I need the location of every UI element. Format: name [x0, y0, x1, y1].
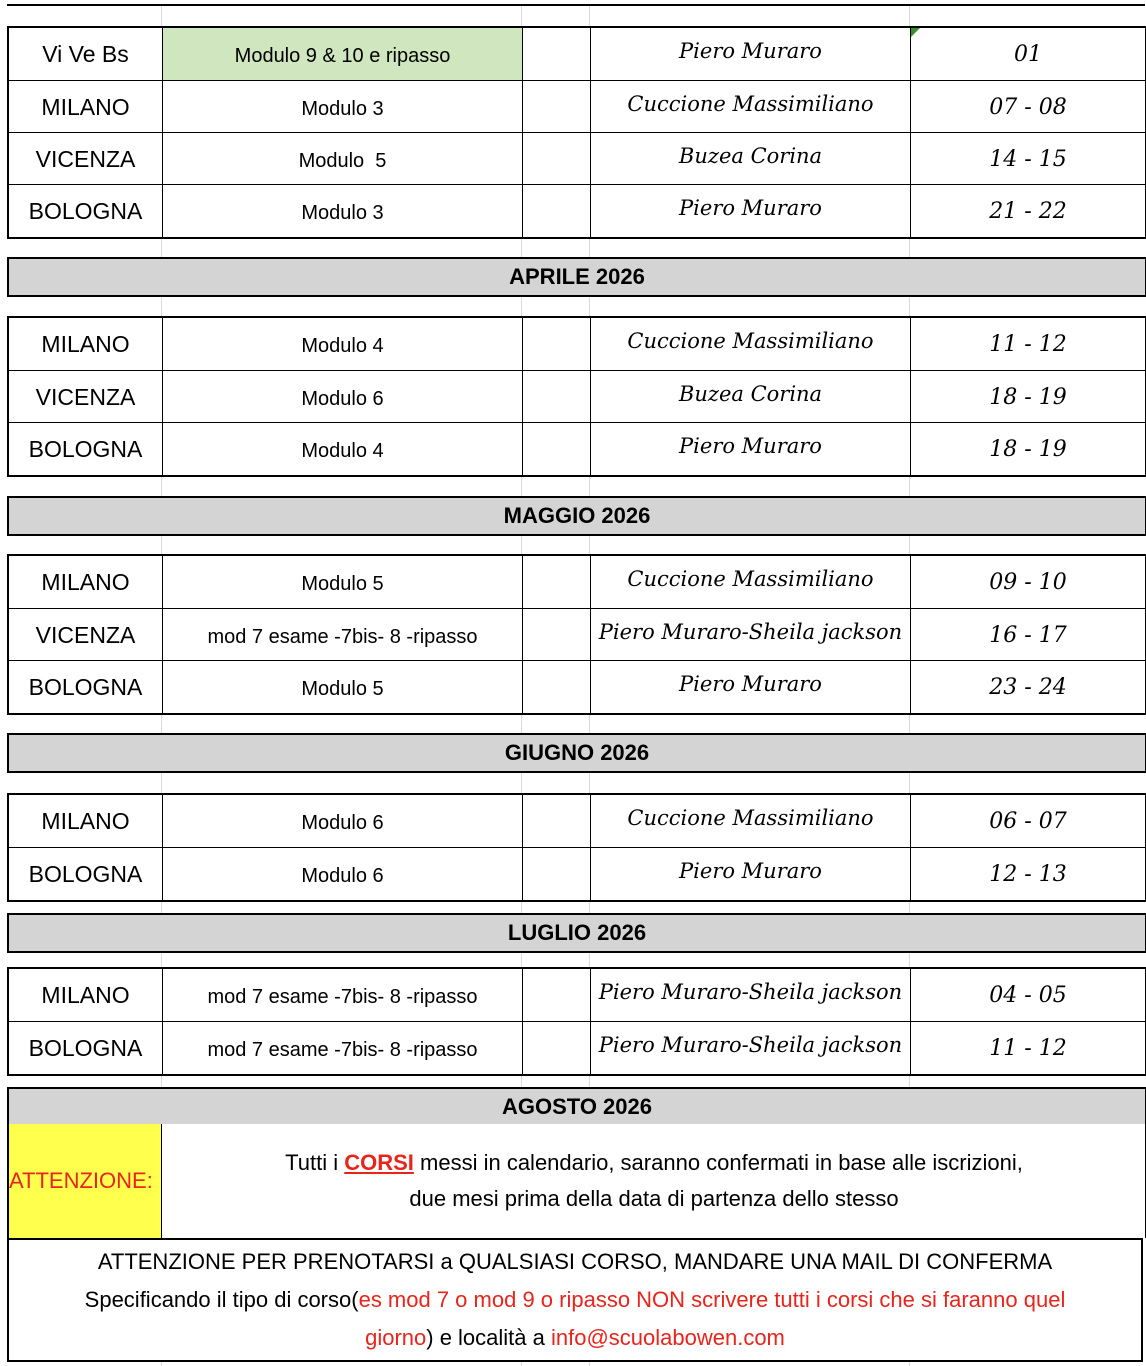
date-cell: 04 - 05: [989, 982, 1067, 1008]
month-header-august: AGOSTO 2026: [7, 1087, 1146, 1127]
course-row: [9, 132, 1145, 185]
city-cell: MILANO: [9, 969, 163, 1021]
date-cell: 07 - 08: [989, 94, 1067, 120]
module-cell: Modulo 5: [163, 556, 523, 608]
city-cell: MILANO: [9, 318, 163, 370]
city-cell: MILANO: [9, 81, 163, 133]
booking-line-2: [85, 1281, 1066, 1319]
booking-instructions: [7, 1238, 1143, 1362]
schedule-block-may: [7, 554, 1146, 715]
teacher-cell: Cuccione Massimiliano: [591, 81, 911, 133]
city-cell: BOLOGNA: [9, 185, 163, 237]
month-header-april: APRILE 2026: [7, 257, 1146, 297]
teacher-cell: Buzea Corina: [591, 371, 911, 423]
module-cell: mod 7 esame -7bis- 8 -ripasso: [163, 1022, 523, 1074]
course-row: [9, 556, 1145, 608]
date-cell: 12 - 13: [989, 861, 1067, 887]
date-cell: 06 - 07: [989, 808, 1067, 834]
city-cell: MILANO: [9, 556, 163, 608]
city-cell: VICENZA: [9, 609, 163, 661]
course-row: [9, 422, 1145, 475]
module-cell: Modulo 5: [163, 661, 523, 713]
teacher-cell: Piero Muraro: [591, 423, 911, 475]
month-header-july: LUGLIO 2026: [7, 913, 1146, 953]
module-cell: mod 7 esame -7bis- 8 -ripasso: [163, 969, 523, 1021]
attention-line-2: due mesi prima della data di partenza dello stesso: [409, 1186, 899, 1211]
schedule-block-april: [7, 316, 1146, 477]
teacher-cell: Piero Muraro: [591, 28, 911, 80]
course-row: [9, 608, 1145, 661]
module-cell: Modulo 3: [163, 185, 523, 237]
blank-cell: [523, 1022, 591, 1074]
blank-cell: [523, 28, 591, 80]
blank-cell: [523, 371, 591, 423]
module-cell: Modulo 6: [163, 795, 523, 847]
module-cell: Modulo 6: [163, 371, 523, 423]
date-cell: 23 - 24: [989, 674, 1067, 700]
schedule-block-june: [7, 793, 1146, 902]
blank-cell: [523, 661, 591, 713]
course-row: [9, 370, 1145, 423]
module-cell: Modulo 4: [163, 423, 523, 475]
module-cell: Modulo 4: [163, 318, 523, 370]
city-cell: BOLOGNA: [9, 423, 163, 475]
blank-cell: [523, 795, 591, 847]
blank-cell: [523, 133, 591, 185]
teacher-cell: Piero Muraro: [591, 185, 911, 237]
city-cell: Vi Ve Bs: [9, 28, 163, 80]
city-cell: BOLOGNA: [9, 848, 163, 900]
date-cell: 16 - 17: [989, 622, 1067, 648]
course-row: [9, 660, 1145, 713]
city-cell: BOLOGNA: [9, 1022, 163, 1074]
attention-suffix: messi in calendario, saranno confermati in base alle iscrizioni,: [413, 1150, 1023, 1175]
date-cell: 01: [1014, 41, 1042, 67]
teacher-cell: Piero Muraro: [591, 661, 911, 713]
month-header-june: GIUGNO 2026: [7, 733, 1146, 773]
corsi-link[interactable]: CORSI: [344, 1150, 414, 1175]
booking-line-2-prefix: Specificando il tipo di corso(: [84, 1287, 359, 1312]
teacher-cell: Buzea Corina: [591, 133, 911, 185]
date-cell: 18 - 19: [989, 436, 1067, 462]
module-cell: Modulo 6: [163, 848, 523, 900]
attention-notice: [7, 1124, 1146, 1238]
city-cell: BOLOGNA: [9, 661, 163, 713]
module-cell: Modulo 3: [163, 81, 523, 133]
booking-line-3-mid: ) e località a: [426, 1325, 551, 1350]
attention-line-1: [285, 1145, 1023, 1181]
blank-cell: [523, 848, 591, 900]
attention-prefix: Tutti i: [285, 1150, 345, 1175]
teacher-cell: Piero Muraro-Sheila jackson: [591, 969, 911, 1021]
course-row: [9, 318, 1145, 370]
booking-line-3-red: giorno: [365, 1325, 427, 1350]
schedule-block-march: [7, 26, 1146, 239]
city-cell: MILANO: [9, 795, 163, 847]
comment-marker-icon: [911, 28, 920, 37]
previous-section-bottom-border: [7, 0, 1145, 6]
blank-cell: [523, 609, 591, 661]
blank-cell: [523, 318, 591, 370]
course-row: [9, 1021, 1145, 1074]
date-cell: 18 - 19: [989, 384, 1067, 410]
teacher-cell: Piero Muraro: [591, 848, 911, 900]
attention-label: ATTENZIONE:: [9, 1124, 162, 1238]
teacher-cell: Cuccione Massimiliano: [591, 795, 911, 847]
course-row: [9, 184, 1145, 237]
module-cell: mod 7 esame -7bis- 8 -ripasso: [163, 609, 523, 661]
module-cell: Modulo 5: [163, 133, 523, 185]
blank-cell: [523, 81, 591, 133]
date-cell: 11 - 12: [989, 1035, 1067, 1061]
email-link[interactable]: info@scuolabowen.com: [550, 1325, 785, 1350]
city-cell: VICENZA: [9, 133, 163, 185]
city-cell: VICENZA: [9, 371, 163, 423]
schedule-block-july: [7, 967, 1146, 1076]
course-row: [9, 795, 1145, 847]
teacher-cell: Cuccione Massimiliano: [591, 556, 911, 608]
booking-line-2-red: es mod 7 o mod 9 o ripasso NON scrivere tutti i corsi che si faranno quel: [358, 1287, 1066, 1312]
date-cell: 11 - 12: [989, 331, 1067, 357]
teacher-cell: Piero Muraro-Sheila jackson: [591, 609, 911, 661]
teacher-cell: Cuccione Massimiliano: [591, 318, 911, 370]
course-row: [9, 969, 1145, 1021]
blank-cell: [523, 185, 591, 237]
blank-cell: [523, 556, 591, 608]
month-header-may: MAGGIO 2026: [7, 496, 1146, 536]
teacher-cell: Piero Muraro-Sheila jackson: [591, 1022, 911, 1074]
course-row: [9, 847, 1145, 900]
blank-cell: [523, 969, 591, 1021]
blank-cell: [523, 423, 591, 475]
booking-line-3: [365, 1319, 785, 1357]
course-row: [9, 28, 1145, 80]
course-row: [9, 80, 1145, 133]
booking-line-1: ATTENZIONE PER PRENOTARSI a QUALSIASI CORSO, MANDARE UNA MAIL DI CONFERMA: [97, 1249, 1053, 1274]
attention-text: [163, 1124, 1145, 1238]
date-cell: 09 - 10: [989, 569, 1067, 595]
date-cell: 14 - 15: [989, 146, 1067, 172]
date-cell: 21 - 22: [989, 198, 1067, 224]
module-cell-highlighted: Modulo 9 & 10 e ripasso: [163, 28, 523, 80]
